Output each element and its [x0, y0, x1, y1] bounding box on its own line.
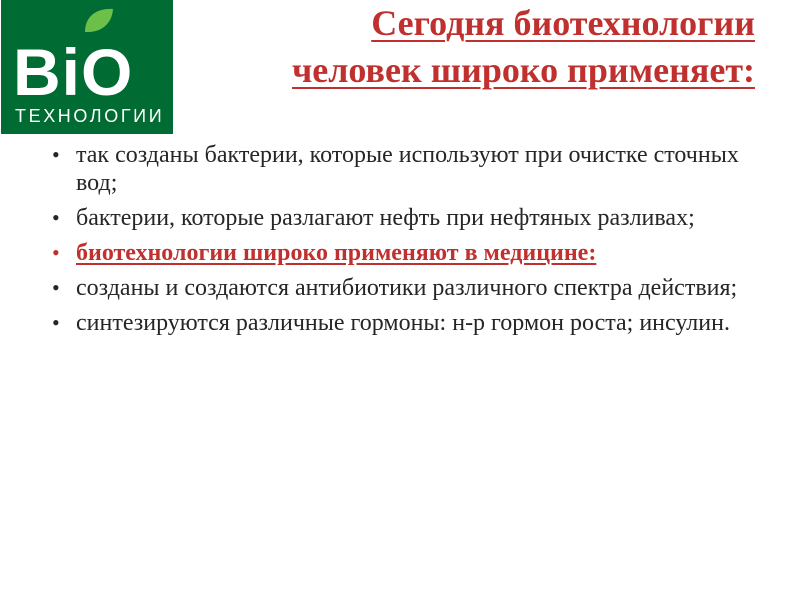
- bullet-marker: •: [52, 310, 60, 335]
- leaf-icon: [85, 9, 113, 32]
- logo-main-text: BiO: [13, 35, 134, 109]
- bullet-marker: •: [52, 205, 60, 230]
- title-line-2: человек широко применяет:: [291, 50, 755, 90]
- logo-sub-text: ТЕХНОЛОГИИ: [15, 106, 165, 126]
- bio-logo: [1, 0, 173, 134]
- list-item: [52, 141, 757, 197]
- list-item: [52, 274, 757, 302]
- bullet-marker: •: [52, 275, 60, 300]
- list-item-text: созданы и создаются антибиотики различного спектра действия;: [76, 275, 738, 301]
- title-line-1: Сегодня биотехнологии: [371, 3, 755, 43]
- list-item: [52, 204, 757, 232]
- list-item: [52, 309, 757, 337]
- list-item-highlighted: [52, 239, 757, 267]
- bullet-marker: •: [52, 142, 60, 167]
- bullet-marker: •: [52, 240, 60, 265]
- bullet-list: [52, 141, 757, 344]
- bio-logo-graphic: [1, 0, 173, 134]
- list-item-text: биотехнологии широко применяют в медицине:: [76, 240, 597, 266]
- list-item-text: бактерии, которые разлагают нефть при нефтяных разливах;: [76, 205, 695, 231]
- page-title: [215, 0, 755, 94]
- list-item-text: так созданы бактерии, которые используют при очистке сточных вод;: [76, 142, 739, 196]
- list-item-text: синтезируются различные гормоны: н-р гормон роста; инсулин.: [76, 310, 730, 336]
